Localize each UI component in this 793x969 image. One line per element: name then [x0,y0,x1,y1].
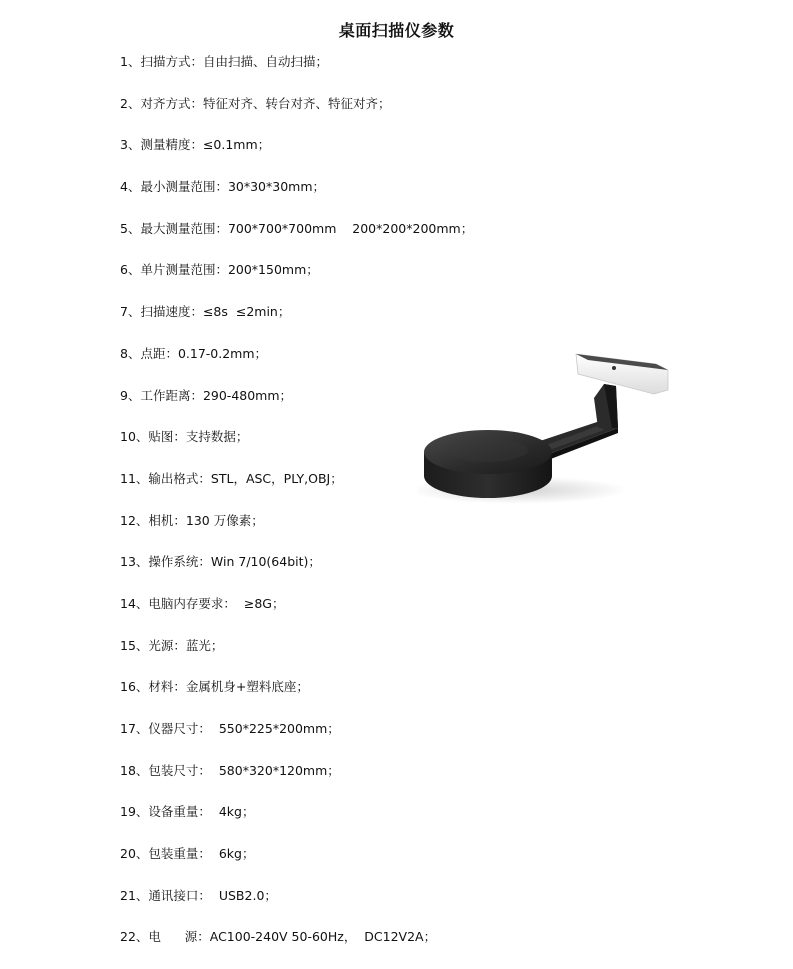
spec-item: 21、通讯接口： USB2.0； [120,887,277,903]
spec-item: 12、相机：130 万像素； [120,512,264,528]
spec-item: 7、扫描速度：≤8s ≤2min； [120,304,291,320]
spec-item: 8、点距：0.17-0.2mm； [120,345,268,361]
spec-item: 22、电 源：AC100-240V 50-60Hz， DC12V2A； [120,929,437,945]
spec-item: 20、包装重量： 6kg； [120,846,255,862]
scanner-product-image [418,340,678,510]
spec-item: 13、操作系统：Win 7/10(64bit)； [120,554,321,570]
spec-item: 5、最大测量范围：700*700*700mm 200*200*200mm； [120,220,474,236]
spec-item: 18、包装尺寸： 580*320*120mm； [120,762,340,778]
spec-item: 19、设备重量： 4kg； [120,804,255,820]
spec-item: 16、材料：金属机身+塑料底座； [120,679,309,695]
spec-item: 17、仪器尺寸： 550*225*200mm； [120,721,340,736]
spec-item: 14、电脑内存要求： ≥8G； [120,595,285,611]
spec-item: 6、单片测量范围：200*150mm； [120,262,319,278]
spec-item: 10、贴图：支持数据； [120,429,249,445]
spec-item: 3、测量精度：≤0.1mm； [120,137,271,153]
camera-lens-icon [612,366,616,370]
spec-item: 11、输出格式：STL，ASC，PLY,OBJ； [120,470,343,486]
spec-item: 9、工作距离：290-480mm； [120,387,293,403]
spec-item: 15、光源：蓝光； [120,637,224,653]
spec-item: 1、扫描方式：自由扫描、自动扫描； [120,54,328,69]
spec-item: 2、对齐方式：特征对齐、转台对齐、特征对齐； [120,95,391,111]
spec-item: 4、最小测量范围：30*30*30mm； [120,179,326,195]
document-title: 桌面扫描仪参数 [338,21,455,40]
spec-list [120,52,473,969]
